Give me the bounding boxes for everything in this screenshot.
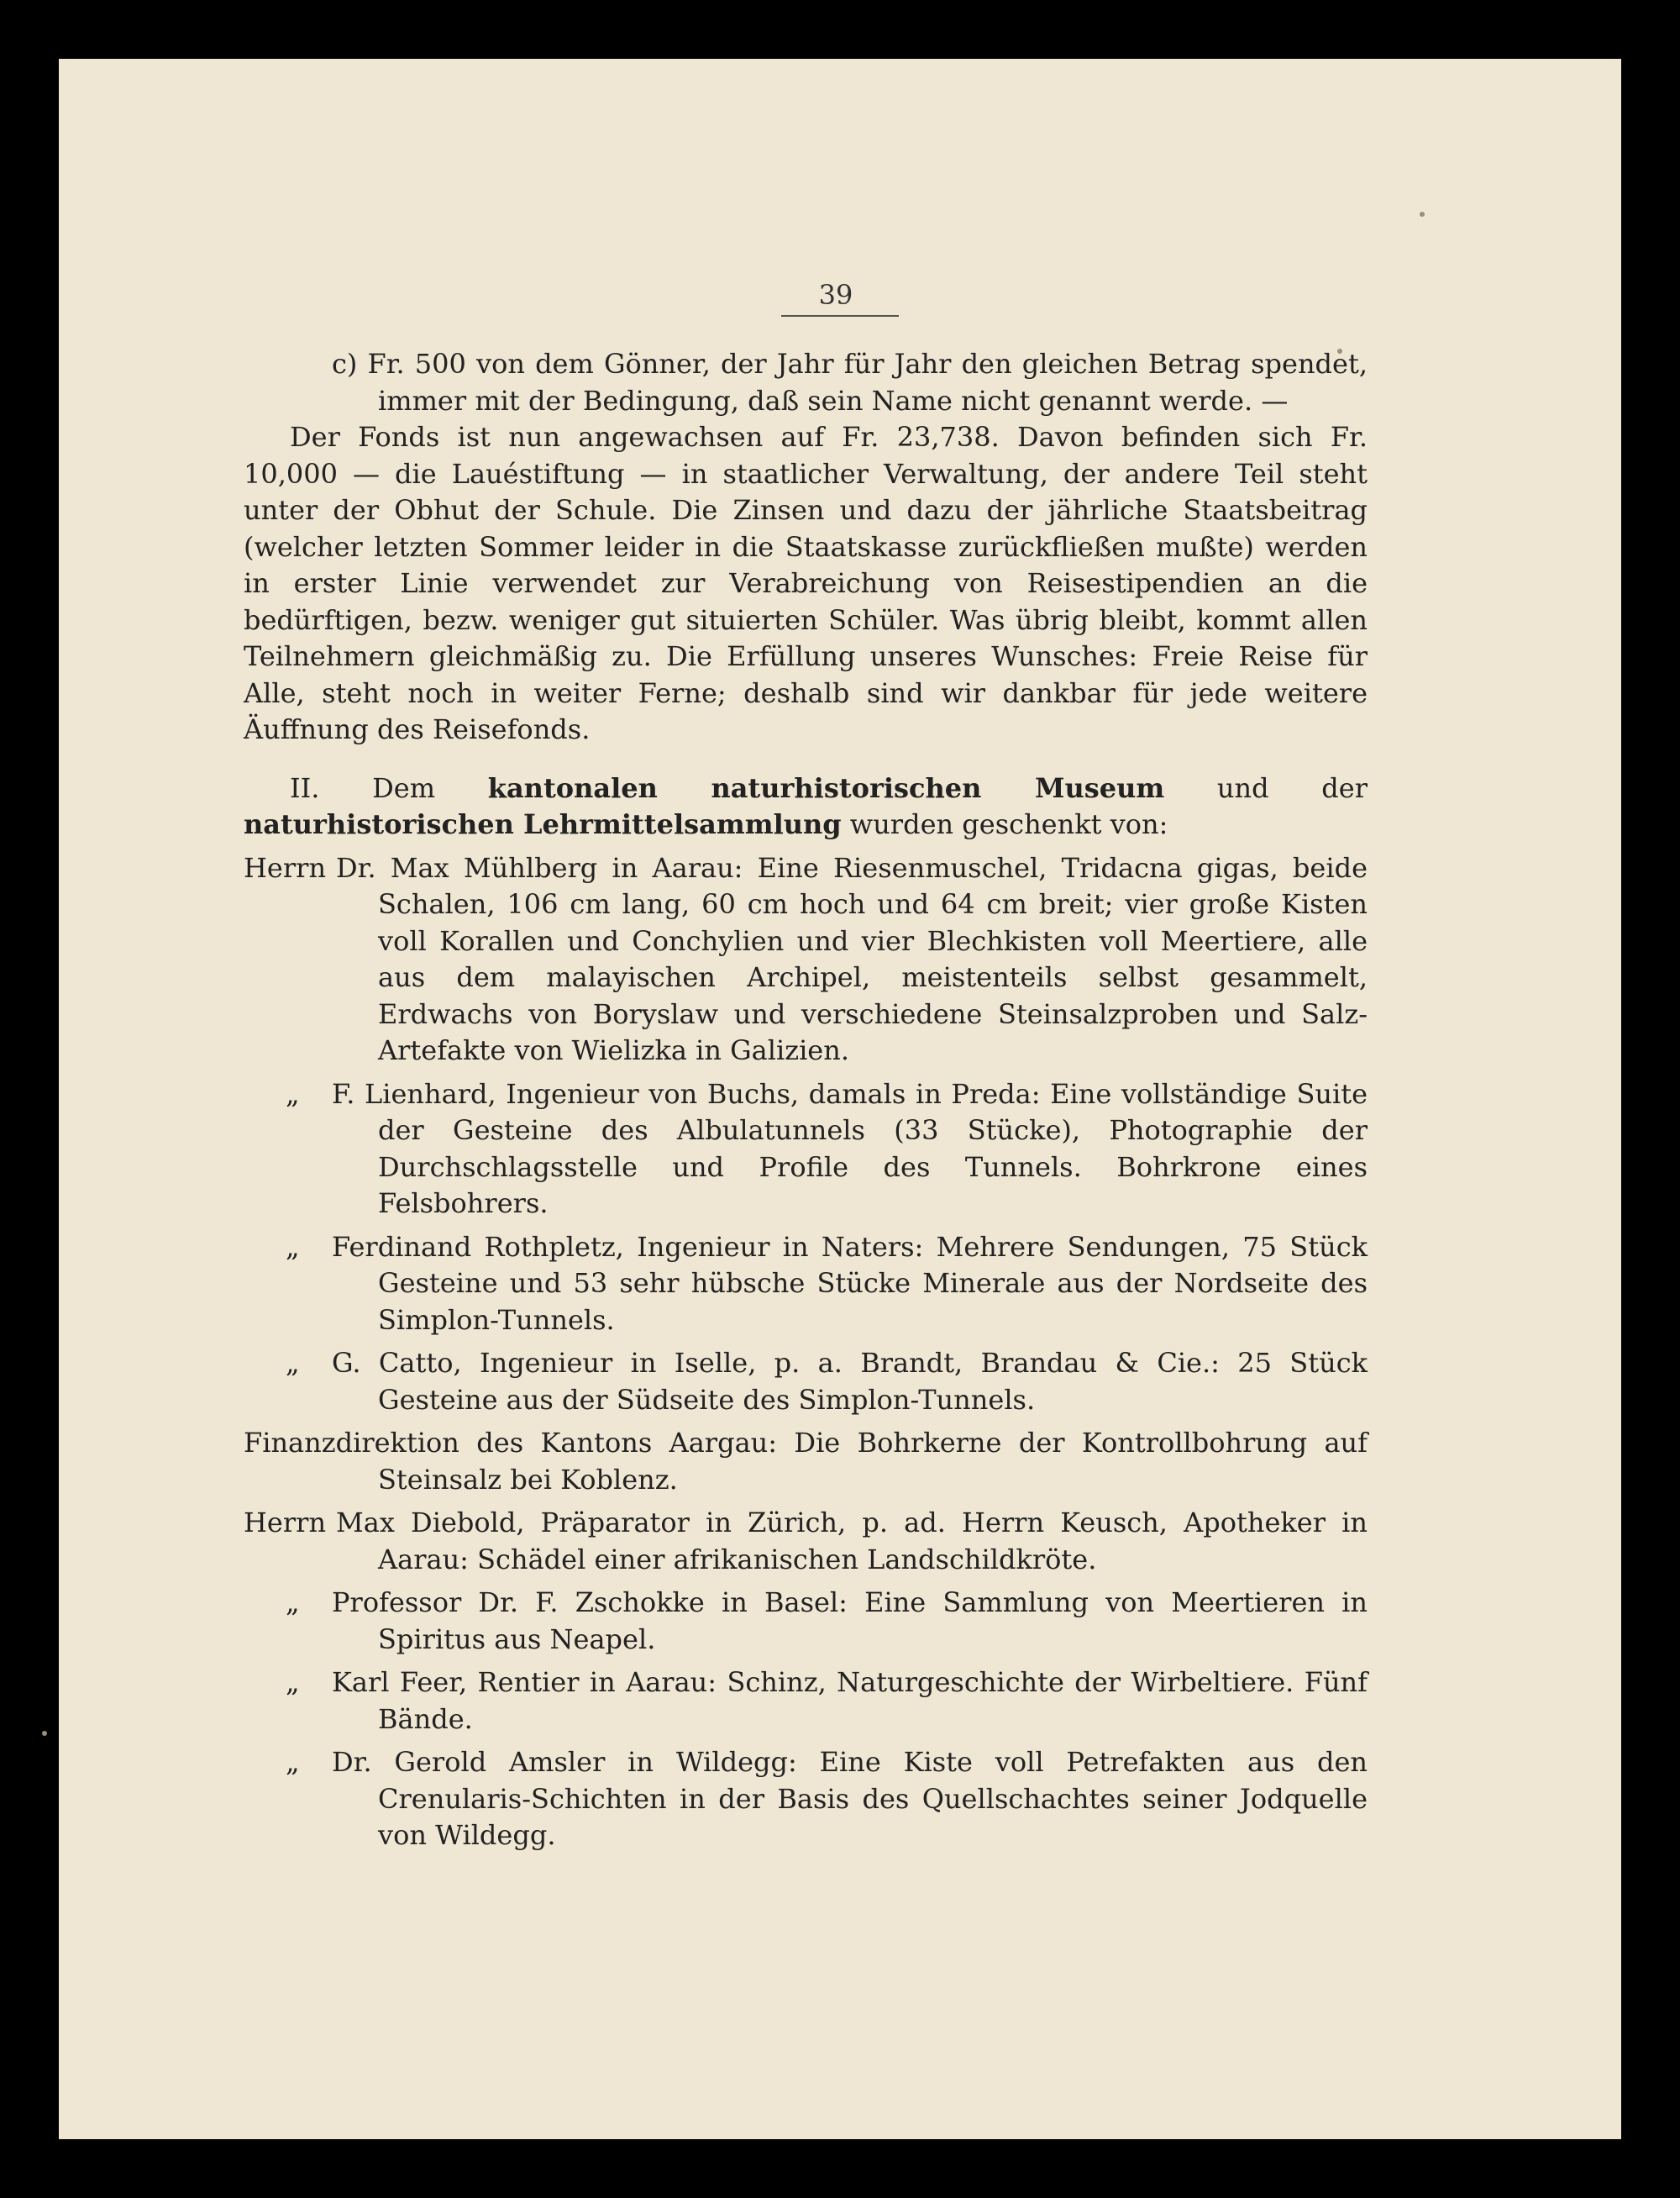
ditto-mark: „ bbox=[286, 1666, 300, 1698]
section-ii-heading bbox=[244, 770, 1368, 844]
donor-entry bbox=[244, 1744, 1368, 1854]
ditto-mark: „ bbox=[286, 1347, 300, 1379]
ditto-mark: „ bbox=[286, 1077, 300, 1110]
ditto-mark: „ bbox=[286, 1230, 300, 1263]
page-number-rule bbox=[781, 315, 899, 317]
ditto-mark: „ bbox=[286, 1746, 300, 1778]
entry-text: Max Diebold, Präparator in Zürich, p. ad. Herrn Keusch, Apotheker in Aarau: Schädel einer afrikanischen Landschildkröte. bbox=[336, 1507, 1368, 1575]
paper-speck bbox=[1420, 212, 1425, 217]
entry-lead: Herrn bbox=[244, 1507, 327, 1538]
donor-entry bbox=[244, 1664, 1368, 1738]
entry-text: F. Lienhard, Ingenieur von Buchs, damals in Preda: Eine vollständige Suite der Gesteine des Albulatunnels (33 Stücke), Photographie der Durchschlagsstelle und Profile des Tunnels. Bohrkrone eines Felsbohrers. bbox=[332, 1077, 1368, 1219]
document-page bbox=[59, 59, 1621, 2139]
entry-text: Finanzdirektion des Kantons Aargau: Die Bohrkerne der Kontrollbohrung auf Steinsalz bei Koblenz. bbox=[244, 1427, 1368, 1496]
entry-text: Professor Dr. F. Zschokke in Basel: Eine Sammlung von Meertieren in Spiritus aus Neapel. bbox=[332, 1586, 1368, 1655]
donor-entry bbox=[244, 850, 1368, 1070]
entry-text: Karl Feer, Rentier in Aarau: Schinz, Naturgeschichte der Wirbeltiere. Fünf Bände. bbox=[332, 1666, 1368, 1735]
section-ii-museum: kantonalen naturhistorischen Museum bbox=[487, 771, 1165, 804]
page-number: 39 bbox=[818, 279, 853, 311]
paragraph-c: c) Fr. 500 von dem Gönner, der Jahr für Jahr den gleichen Betrag spendet, immer mit der Bedingung, daß sein Name nicht genannt werde. — bbox=[332, 348, 1368, 417]
entry-text: G. Catto, Ingenieur in Iselle, p. a. Brandt, Brandau & Cie.: 25 Stück Gesteine aus der Südseite des Simplon-Tunnels. bbox=[332, 1347, 1368, 1416]
section-ii-prefix: II. Dem bbox=[290, 771, 436, 804]
paper-speck bbox=[42, 1731, 47, 1736]
donor-entry bbox=[244, 1345, 1368, 1418]
section-ii-suffix: wurden geschenkt von: bbox=[849, 808, 1168, 840]
entry-lead: Herrn bbox=[244, 851, 327, 884]
entry-text: Dr. Gerold Amsler in Wildegg: Eine Kiste voll Petrefakten aus den Crenularis-Schichten in der Basis des Quellschachtes seiner Jodquelle von Wildegg. bbox=[332, 1746, 1368, 1851]
entry-text: Dr. Max Mühlberg in Aarau: Eine Riesenmuschel, Tridacna gigas, beide Schalen, 106 cm lang, 60 cm hoch und 64 cm breit; vier große Kisten voll Korallen und Conchylien und vier Blechkisten voll Meertiere, alle aus dem malayischen Archipel, meistenteils selbst gesammelt, Erdwachs von Boryslaw und verschiedene Steinsalzproben und Salz-Artefakte von Wielizka in Galizien. bbox=[336, 851, 1368, 1066]
entry-text: Ferdinand Rothpletz, Ingenieur in Naters: Mehrere Sendungen, 75 Stück Gesteine und 53 sehr hübsche Stücke Minerale aus der Nordseite des Simplon-Tunnels. bbox=[332, 1230, 1368, 1336]
paragraph-fonds: Der Fonds ist nun angewachsen auf Fr. 23,738. Davon befinden sich Fr. 10,000 — die Lauéstiftung — in staatlicher Verwaltung, der andere Teil steht unter der Obhut der Schule. Die Zinsen und dazu der jährliche Staatsbeitrag (welcher letzten Sommer leider in die Staatskasse zurückfließen mußte) werden in erster Linie verwendet zur Verabreichung von Reisestipendien an die bedürftigen, bezw. weniger gut situierten Schüler. Was übrig bleibt, kommt allen Teilnehmern gleichmäßig zu. Die Erfüllung unseres Wunsches: Freie Reise für Alle, steht noch in weiter Ferne; deshalb sind wir dankbar für jede weitere Äuffnung des Reisefonds. bbox=[244, 421, 1368, 745]
donor-entry bbox=[244, 1076, 1368, 1223]
body-text bbox=[244, 346, 1368, 1854]
section-ii-collection: naturhistorischen Lehrmittelsammlung bbox=[244, 808, 842, 840]
donor-entry bbox=[244, 1585, 1368, 1658]
section-ii-mid: und der bbox=[1216, 771, 1368, 804]
donor-entry bbox=[244, 1229, 1368, 1339]
donor-entry bbox=[244, 1425, 1368, 1498]
ditto-mark: „ bbox=[286, 1586, 300, 1618]
donor-entry bbox=[244, 1505, 1368, 1578]
